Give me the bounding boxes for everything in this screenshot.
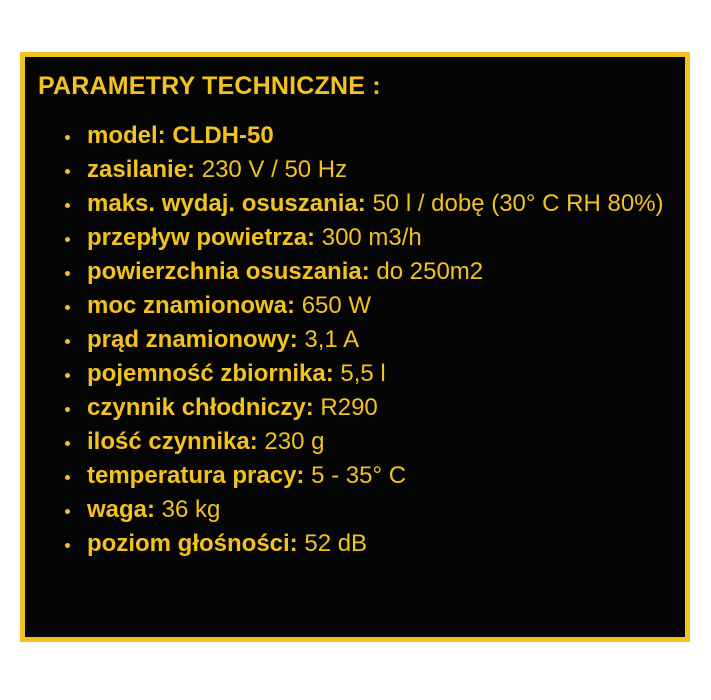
spec-label: waga:	[87, 496, 156, 523]
panel-title: PARAMETRY TECHNICZNE :	[38, 72, 381, 100]
spec-item-noise-level	[65, 527, 675, 561]
spec-label: zasilanie:	[87, 156, 196, 183]
bullet-icon	[65, 203, 70, 208]
spec-value: 52 dB	[297, 530, 368, 557]
spec-label: czynnik chłodniczy:	[87, 394, 314, 421]
bullet-icon	[65, 339, 70, 344]
spec-label: moc znamionowa:	[87, 292, 296, 319]
bullet-icon	[65, 407, 70, 412]
spec-label: prąd znamionowy:	[87, 326, 298, 353]
bullet-icon	[65, 373, 70, 378]
spec-label: ilość czynnika:	[87, 428, 258, 455]
spec-label: model: CLDH-50	[87, 122, 274, 149]
spec-value: 50 l / dobę (30° C RH 80%)	[365, 190, 664, 217]
spec-value: 5 - 35° C	[304, 462, 407, 489]
spec-item-tank-capacity	[65, 357, 675, 391]
spec-item-dehumidifying-area	[65, 255, 675, 289]
spec-label: temperatura pracy:	[87, 462, 305, 489]
spec-value: do 250m2	[369, 258, 484, 285]
spec-label: poziom głośności:	[87, 530, 298, 557]
spec-item-rated-power	[65, 289, 675, 323]
spec-item-weight	[65, 493, 675, 527]
spec-value: 300 m3/h	[315, 224, 422, 251]
bullet-icon	[65, 305, 70, 310]
spec-item-refrigerant	[65, 391, 675, 425]
bullet-icon	[65, 271, 70, 276]
bullet-icon	[65, 543, 70, 548]
spec-item-refrigerant-amount	[65, 425, 675, 459]
spec-item-airflow	[65, 221, 675, 255]
spec-label: przepływ powietrza:	[87, 224, 316, 251]
spec-item-operating-temperature	[65, 459, 675, 493]
bullet-icon	[65, 441, 70, 446]
spec-label: pojemność zbiornika:	[87, 360, 334, 387]
specifications-list	[65, 119, 675, 561]
bullet-icon	[65, 475, 70, 480]
spec-value: 36 kg	[155, 496, 221, 523]
spec-item-dehumidifying-capacity	[65, 187, 675, 221]
spec-label: powierzchnia osuszania:	[87, 258, 370, 285]
technical-parameters-panel	[20, 52, 690, 642]
spec-value: 5,5 l	[333, 360, 386, 387]
bullet-icon	[65, 509, 70, 514]
spec-value: 3,1 A	[297, 326, 360, 353]
spec-item-rated-current	[65, 323, 675, 357]
spec-value: R290	[313, 394, 378, 421]
spec-value: 650 W	[295, 292, 372, 319]
bullet-icon	[65, 169, 70, 174]
spec-item-power-supply	[65, 153, 675, 187]
bullet-icon	[65, 237, 70, 242]
bullet-icon	[65, 135, 70, 140]
spec-item-model	[65, 119, 675, 153]
spec-value: 230 V / 50 Hz	[195, 156, 348, 183]
spec-label: maks. wydaj. osuszania:	[87, 190, 366, 217]
spec-value: 230 g	[257, 428, 325, 455]
